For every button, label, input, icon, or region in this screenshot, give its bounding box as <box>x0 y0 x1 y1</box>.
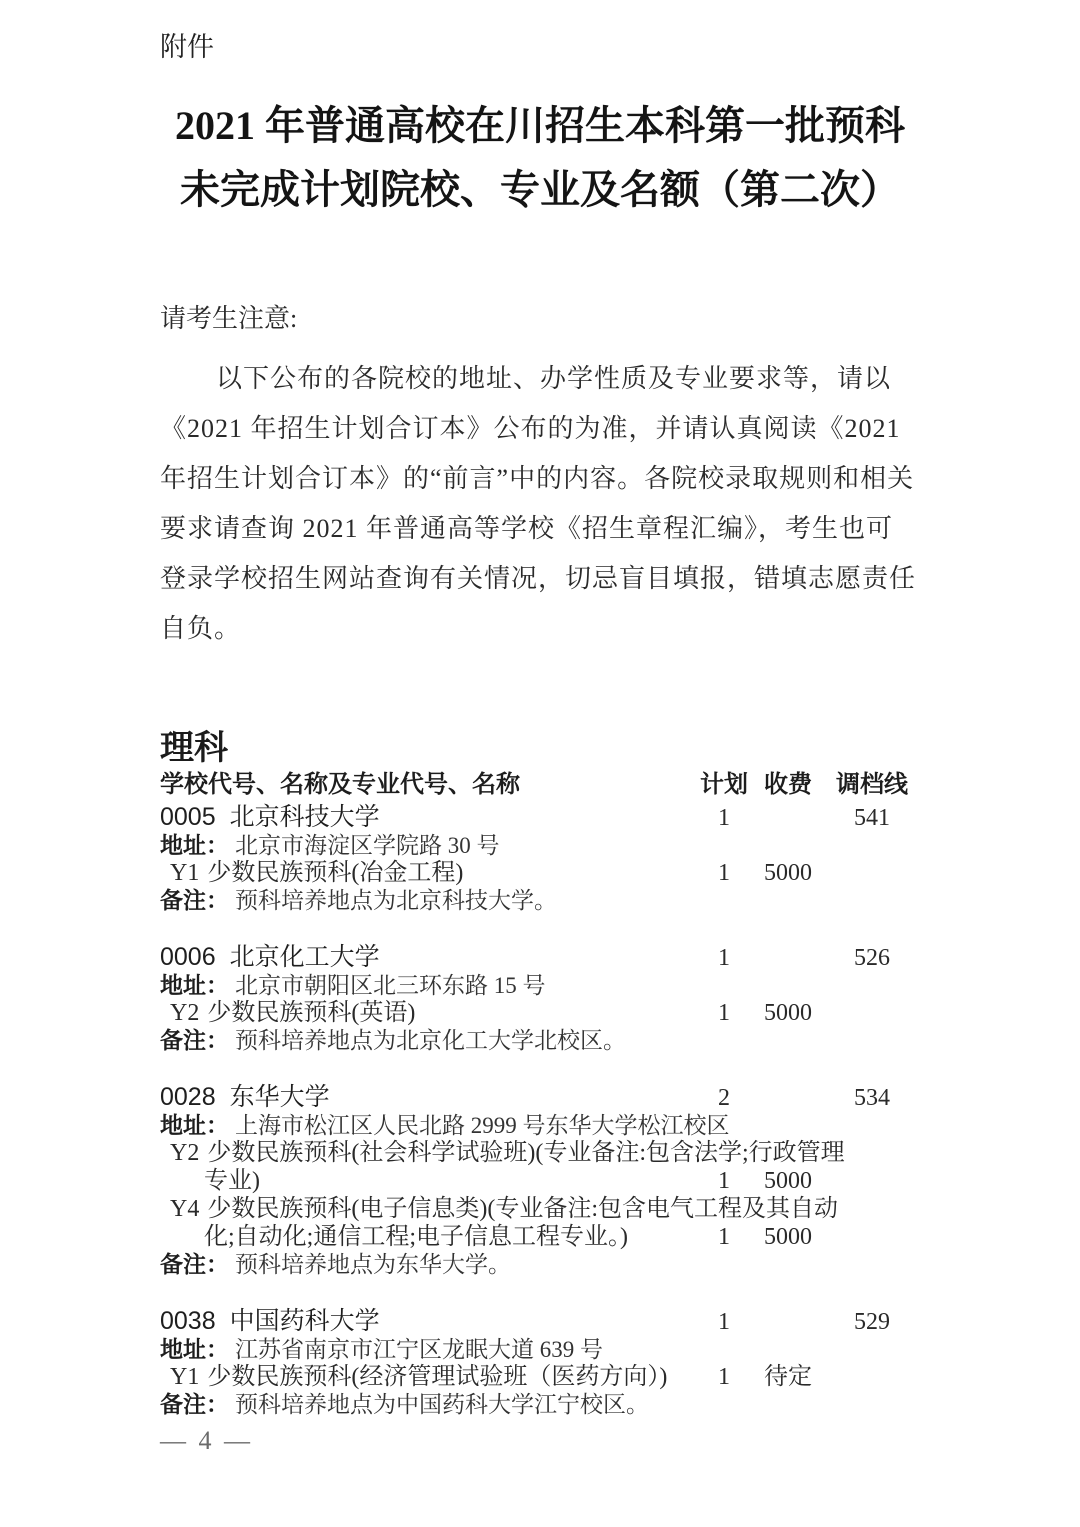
school-plan-value: 1 <box>718 805 730 831</box>
remark-value: 预科培养地点为中国药科大学江宁校区。 <box>235 1392 649 1417</box>
school-entry <box>160 1082 920 1278</box>
notice-line: 以下公布的各院校的地址、办学性质及专业要求等，请以 <box>216 364 892 393</box>
major-code: Y2 <box>170 1140 200 1166</box>
remark-value: 预科培养地点为东华大学。 <box>235 1252 511 1277</box>
school-title <box>160 802 696 832</box>
major-code: Y1 <box>170 860 200 886</box>
address-label: 地址： <box>160 1112 229 1138</box>
notice-line: 年招生计划合订本》的“前言”中的内容。各院校录取规则和相关 <box>160 464 915 493</box>
major-fee-value: 5000 <box>764 860 812 886</box>
major-name <box>160 859 696 887</box>
remark-row <box>160 1251 920 1278</box>
address-row <box>160 972 920 999</box>
remark-value: 预科培养地点为北京化工大学北校区。 <box>235 1028 626 1053</box>
school-code: 0005 <box>160 803 216 831</box>
major-fee-value: 5000 <box>764 1000 812 1026</box>
major-name <box>160 999 696 1027</box>
address-value: 北京市朝阳区北三环东路 15 号 <box>235 973 546 998</box>
address-label: 地址： <box>160 1336 229 1362</box>
remark-label: 备注： <box>160 887 229 913</box>
school-cutoff-value: 526 <box>854 945 890 971</box>
column-header-cutoff: 调档线 <box>836 771 908 798</box>
major-name-text: 化;自动化;通信工程;电子信息工程专业。) <box>204 1224 628 1250</box>
column-header-name: 学校代号、名称及专业代号、名称 <box>160 771 520 798</box>
major-fee-value: 5000 <box>764 1224 812 1250</box>
column-header-plan: 计划 <box>700 771 748 798</box>
school-entry <box>160 802 920 914</box>
major-plan-value: 1 <box>718 1168 730 1194</box>
major-code: Y2 <box>170 1000 200 1026</box>
school-entry <box>160 1306 920 1418</box>
address-label: 地址： <box>160 972 229 998</box>
address-value: 上海市松江区人民北路 2999 号东华大学松江校区 <box>235 1113 730 1138</box>
major-plan-value: 1 <box>718 1224 730 1250</box>
remark-label: 备注： <box>160 1027 229 1053</box>
notice-line: 要求请查询 2021 年普通高等学校《招生章程汇编》，考生也可 <box>160 514 894 543</box>
section-heading-science: 理科 <box>160 729 228 767</box>
major-plan-value: 1 <box>718 1364 730 1390</box>
document-title-line1: 2021 年普通高校在川招生本科第一批预科 <box>175 103 905 148</box>
address-row <box>160 832 920 859</box>
school-code: 0038 <box>160 1307 216 1335</box>
school-cutoff-value: 529 <box>854 1309 890 1335</box>
school-row <box>160 1082 920 1112</box>
remark-row <box>160 1391 920 1418</box>
school-row <box>160 1306 920 1336</box>
school-cutoff-value: 541 <box>854 805 890 831</box>
major-name-text: 专业) <box>204 1168 260 1194</box>
major-name-text: 少数民族预科(社会科学试验班)(专业备注:包含法学;行政管理 <box>207 1140 845 1166</box>
school-code: 0028 <box>160 1083 216 1111</box>
school-code: 0006 <box>160 943 216 971</box>
notice-paragraph <box>160 354 920 654</box>
address-value: 江苏省南京市江宁区龙眠大道 639 号 <box>235 1337 603 1362</box>
school-name: 北京科技大学 <box>229 803 380 831</box>
address-label: 地址： <box>160 832 229 858</box>
school-name: 中国药科大学 <box>229 1307 380 1335</box>
major-row <box>160 1139 920 1195</box>
major-plan-value: 1 <box>718 860 730 886</box>
school-row <box>160 942 920 972</box>
school-title <box>160 1082 696 1112</box>
major-code: Y4 <box>170 1196 200 1222</box>
remark-label: 备注： <box>160 1251 229 1277</box>
school-row <box>160 802 920 832</box>
major-fee-value: 5000 <box>764 1168 812 1194</box>
major-plan-value: 1 <box>718 1000 730 1026</box>
page-number: — 4 — <box>160 1426 253 1455</box>
school-entry <box>160 942 920 1054</box>
major-name-text: 少数民族预科(经济管理试验班（医药方向）) <box>207 1364 668 1390</box>
major-code: Y1 <box>170 1364 200 1390</box>
school-plan-value: 1 <box>718 1309 730 1335</box>
table-header-row <box>160 770 920 800</box>
school-plan-value: 2 <box>718 1085 730 1111</box>
remark-row <box>160 1027 920 1054</box>
major-name <box>160 1363 696 1391</box>
major-name-text: 少数民族预科(英语) <box>207 1000 416 1026</box>
school-plan-value: 1 <box>718 945 730 971</box>
notice-line: 自负。 <box>160 614 242 643</box>
address-value: 北京市海淀区学院路 30 号 <box>235 833 500 858</box>
major-row <box>160 1195 920 1251</box>
remark-row <box>160 887 920 914</box>
school-cutoff-value: 534 <box>854 1085 890 1111</box>
major-row <box>160 859 920 887</box>
address-row <box>160 1336 920 1363</box>
major-name-text: 少数民族预科(冶金工程) <box>207 860 464 886</box>
school-title <box>160 1306 696 1336</box>
column-header-fee: 收费 <box>764 771 812 798</box>
document-title <box>160 94 920 222</box>
address-row <box>160 1112 920 1139</box>
document-title-line2: 未完成计划院校、专业及名额（第二次） <box>180 167 900 212</box>
attachment-label: 附件 <box>160 32 214 62</box>
school-title <box>160 942 696 972</box>
notice-line: 《2021 年招生计划合订本》公布的为准，并请认真阅读《2021 <box>160 414 901 443</box>
major-fee-value: 待定 <box>764 1364 812 1390</box>
major-row <box>160 1363 920 1391</box>
notice-line: 登录学校招生网站查询有关情况，切忌盲目填报，错填志愿责任 <box>160 564 917 593</box>
remark-label: 备注： <box>160 1391 229 1417</box>
notice-heading: 请考生注意: <box>160 304 298 333</box>
major-row <box>160 999 920 1027</box>
school-name: 北京化工大学 <box>229 943 380 971</box>
school-name: 东华大学 <box>229 1083 330 1111</box>
remark-value: 预科培养地点为北京科技大学。 <box>235 888 557 913</box>
major-name-text: 少数民族预科(电子信息类)(专业备注:包含电气工程及其自动 <box>207 1196 838 1222</box>
